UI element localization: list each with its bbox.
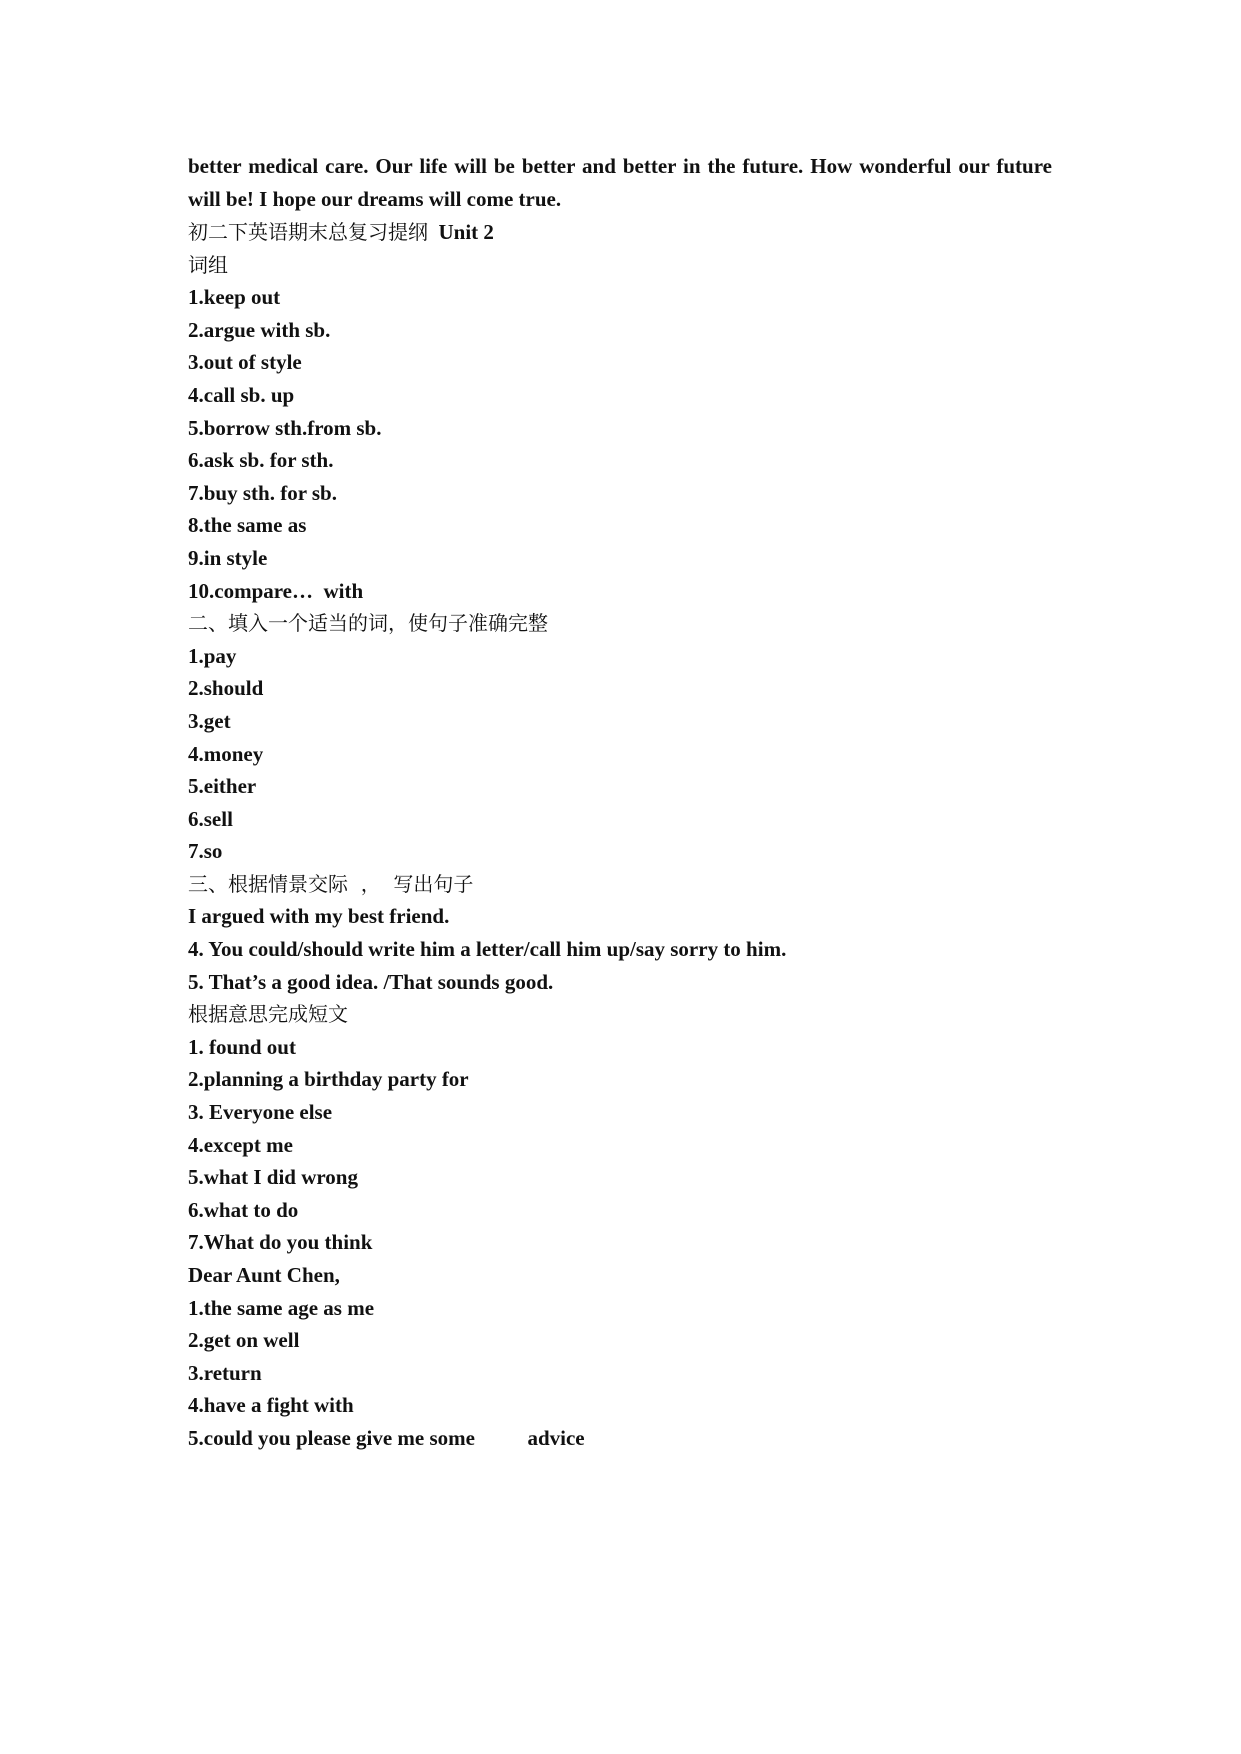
section2-item: 1.pay bbox=[188, 643, 237, 668]
section2-item: 2.should bbox=[188, 676, 264, 701]
document-page bbox=[188, 150, 1052, 1455]
section2-item: 7.so bbox=[188, 839, 223, 864]
section2-item: 6.sell bbox=[188, 806, 233, 831]
section4-item: 4.except me bbox=[188, 1132, 293, 1157]
section2-item: 4.money bbox=[188, 741, 264, 766]
phrase-item: 7.buy sth. for sb. bbox=[188, 480, 337, 505]
phrases-heading: 词组 bbox=[188, 252, 228, 277]
phrase-item: 5.borrow sth.from sb. bbox=[188, 415, 382, 440]
section4-item: 5.what I did wrong bbox=[188, 1165, 358, 1190]
letter-item: 2.get on well bbox=[188, 1328, 300, 1353]
letter-item: 3.return bbox=[188, 1360, 262, 1385]
outline-title bbox=[188, 216, 1052, 249]
phrase-item: 8.the same as bbox=[188, 513, 307, 538]
section2-item: 3.get bbox=[188, 708, 231, 733]
section4-item: 3. Everyone else bbox=[188, 1100, 333, 1125]
section4-item: 2.planning a birthday party for bbox=[188, 1067, 469, 1092]
phrase-item: 9.in style bbox=[188, 545, 268, 570]
letter-item: 5.could you please give me some advice bbox=[188, 1425, 585, 1450]
section2-item: 5.either bbox=[188, 774, 257, 799]
section3-item: 4. You could/should write him a letter/call him up/say sorry to him. bbox=[188, 937, 787, 962]
letter-item: 4.have a fight with bbox=[188, 1393, 354, 1418]
phrase-item: 10.compare… with bbox=[188, 578, 364, 603]
letter-item: 1.the same age as me bbox=[188, 1295, 375, 1320]
section4-item: 7.What do you think bbox=[188, 1230, 373, 1255]
section3-item: I argued with my best friend. bbox=[188, 904, 450, 929]
section2-heading: 二、填入一个适当的词，使句子准确完整 bbox=[188, 611, 548, 636]
phrase-item: 1.keep out bbox=[188, 285, 281, 310]
outline-title-cn: 初二下英语期末总复习提纲 bbox=[188, 220, 428, 244]
phrase-item: 2.argue with sb. bbox=[188, 317, 331, 342]
phrase-item: 4.call sb. up bbox=[188, 382, 295, 407]
section3-item: 5. That’s a good idea. /That sounds good. bbox=[188, 969, 554, 994]
phrase-item: 3.out of style bbox=[188, 350, 302, 375]
intro-paragraph: better medical care. Our life will be better and better in the future. How wonderful our future will be! I hope our dreams will come true. bbox=[188, 154, 1052, 211]
section4-item: 1. found out bbox=[188, 1034, 296, 1059]
section4-item: 6.what to do bbox=[188, 1197, 299, 1222]
phrase-item: 6.ask sb. for sth. bbox=[188, 448, 334, 473]
section3-heading: 三、根据情景交际 ， 写出句子 bbox=[188, 871, 474, 896]
outline-title-unit: Unit 2 bbox=[428, 220, 494, 244]
letter-greeting: Dear Aunt Chen, bbox=[188, 1263, 340, 1287]
section4-heading: 根据意思完成短文 bbox=[188, 1002, 348, 1027]
